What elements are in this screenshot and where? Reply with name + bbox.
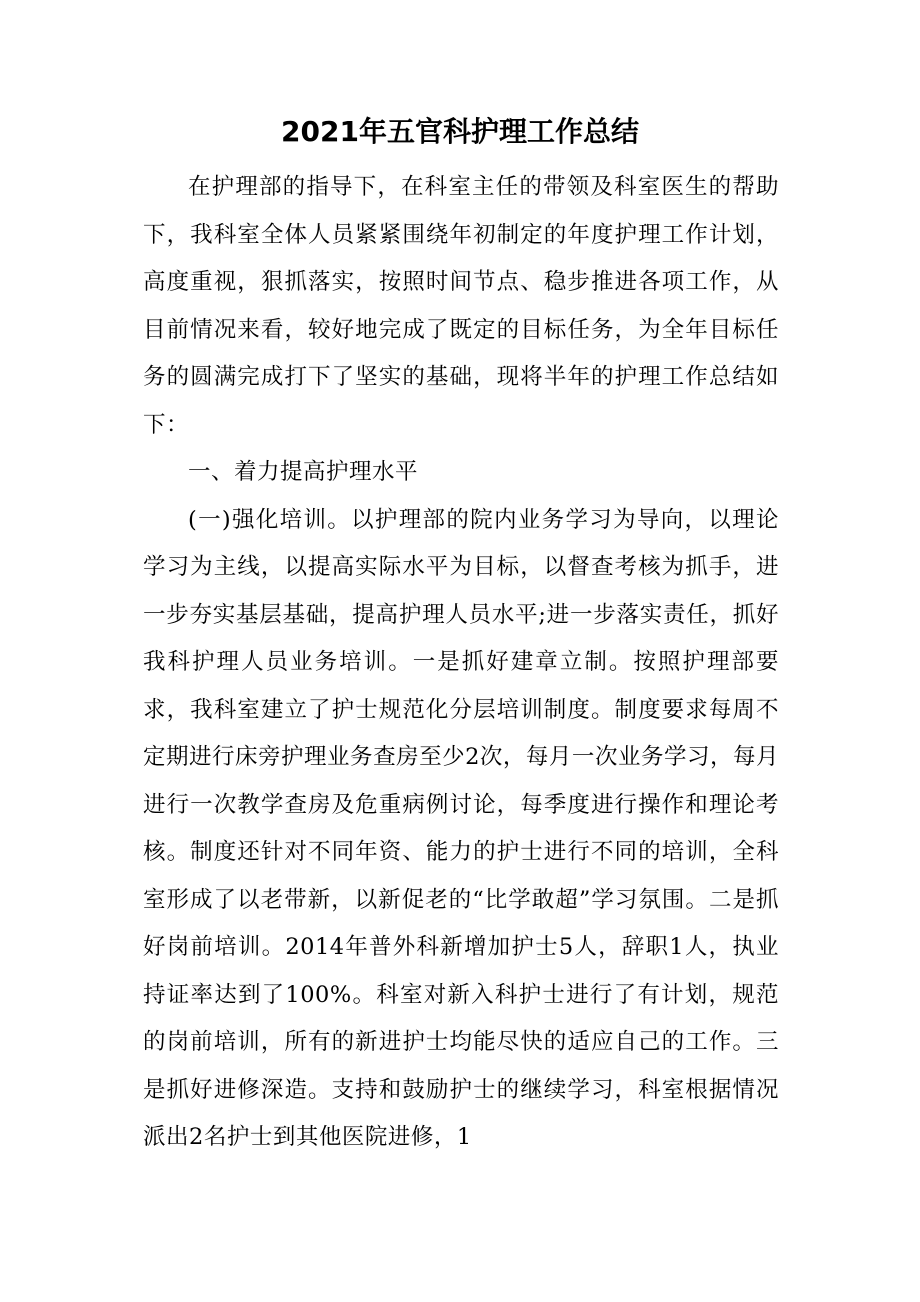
document-body: [143, 164, 779, 1162]
section-heading: 一、着力提高护理水平: [188, 459, 419, 485]
paragraph-intro: 在护理部的指导下，在科室主任的带领及科室医生的帮助下，我科室全体人员紧紧围绕年初制定的年度护理工作计划，高度重视，狠抓落实，按照时间节点、稳步推进各项工作，从目前情况来看，较好地完成了既定的目标任务，为全年目标任务的圆满完成打下了坚实的基础，现将半年的护理工作总结如下：: [143, 174, 779, 438]
paragraph-training: (一)强化培训。以护理部的院内业务学习为导向，以理论学习为主线，以提高实际水平为目标，以督查考核为抓手，进一步夯实基层基础，提高护理人员水平;进一步落实责任，抓好我科护理人员业务培训。一是抓好建章立制。按照护理部要求，我科室建立了护士规范化分层培训制度。制度要求每周不定期进行床旁护理业务查房至少2次，每月一次业务学习，每月进行一次教学查房及危重病例讨论，每季度进行操作和理论考核。制度还针对不同年资、能力的护士进行不同的培训，全科室形成了以老带新，以新促老的“比学敢超”学习氛围。二是抓好岗前培训。2014年普外科新增加护士5人，辞职1人，执业持证率达到了100%。科室对新入科护士进行了有计划，规范的岗前培训，所有的新进护士均能尽快的适应自己的工作。三是抓好进修深造。支持和鼓励护士的继续学习，科室根据情况派出2名护士到其他医院进修，1: [143, 506, 779, 1150]
document-title: 2021年五官科护理工作总结: [281, 115, 639, 148]
